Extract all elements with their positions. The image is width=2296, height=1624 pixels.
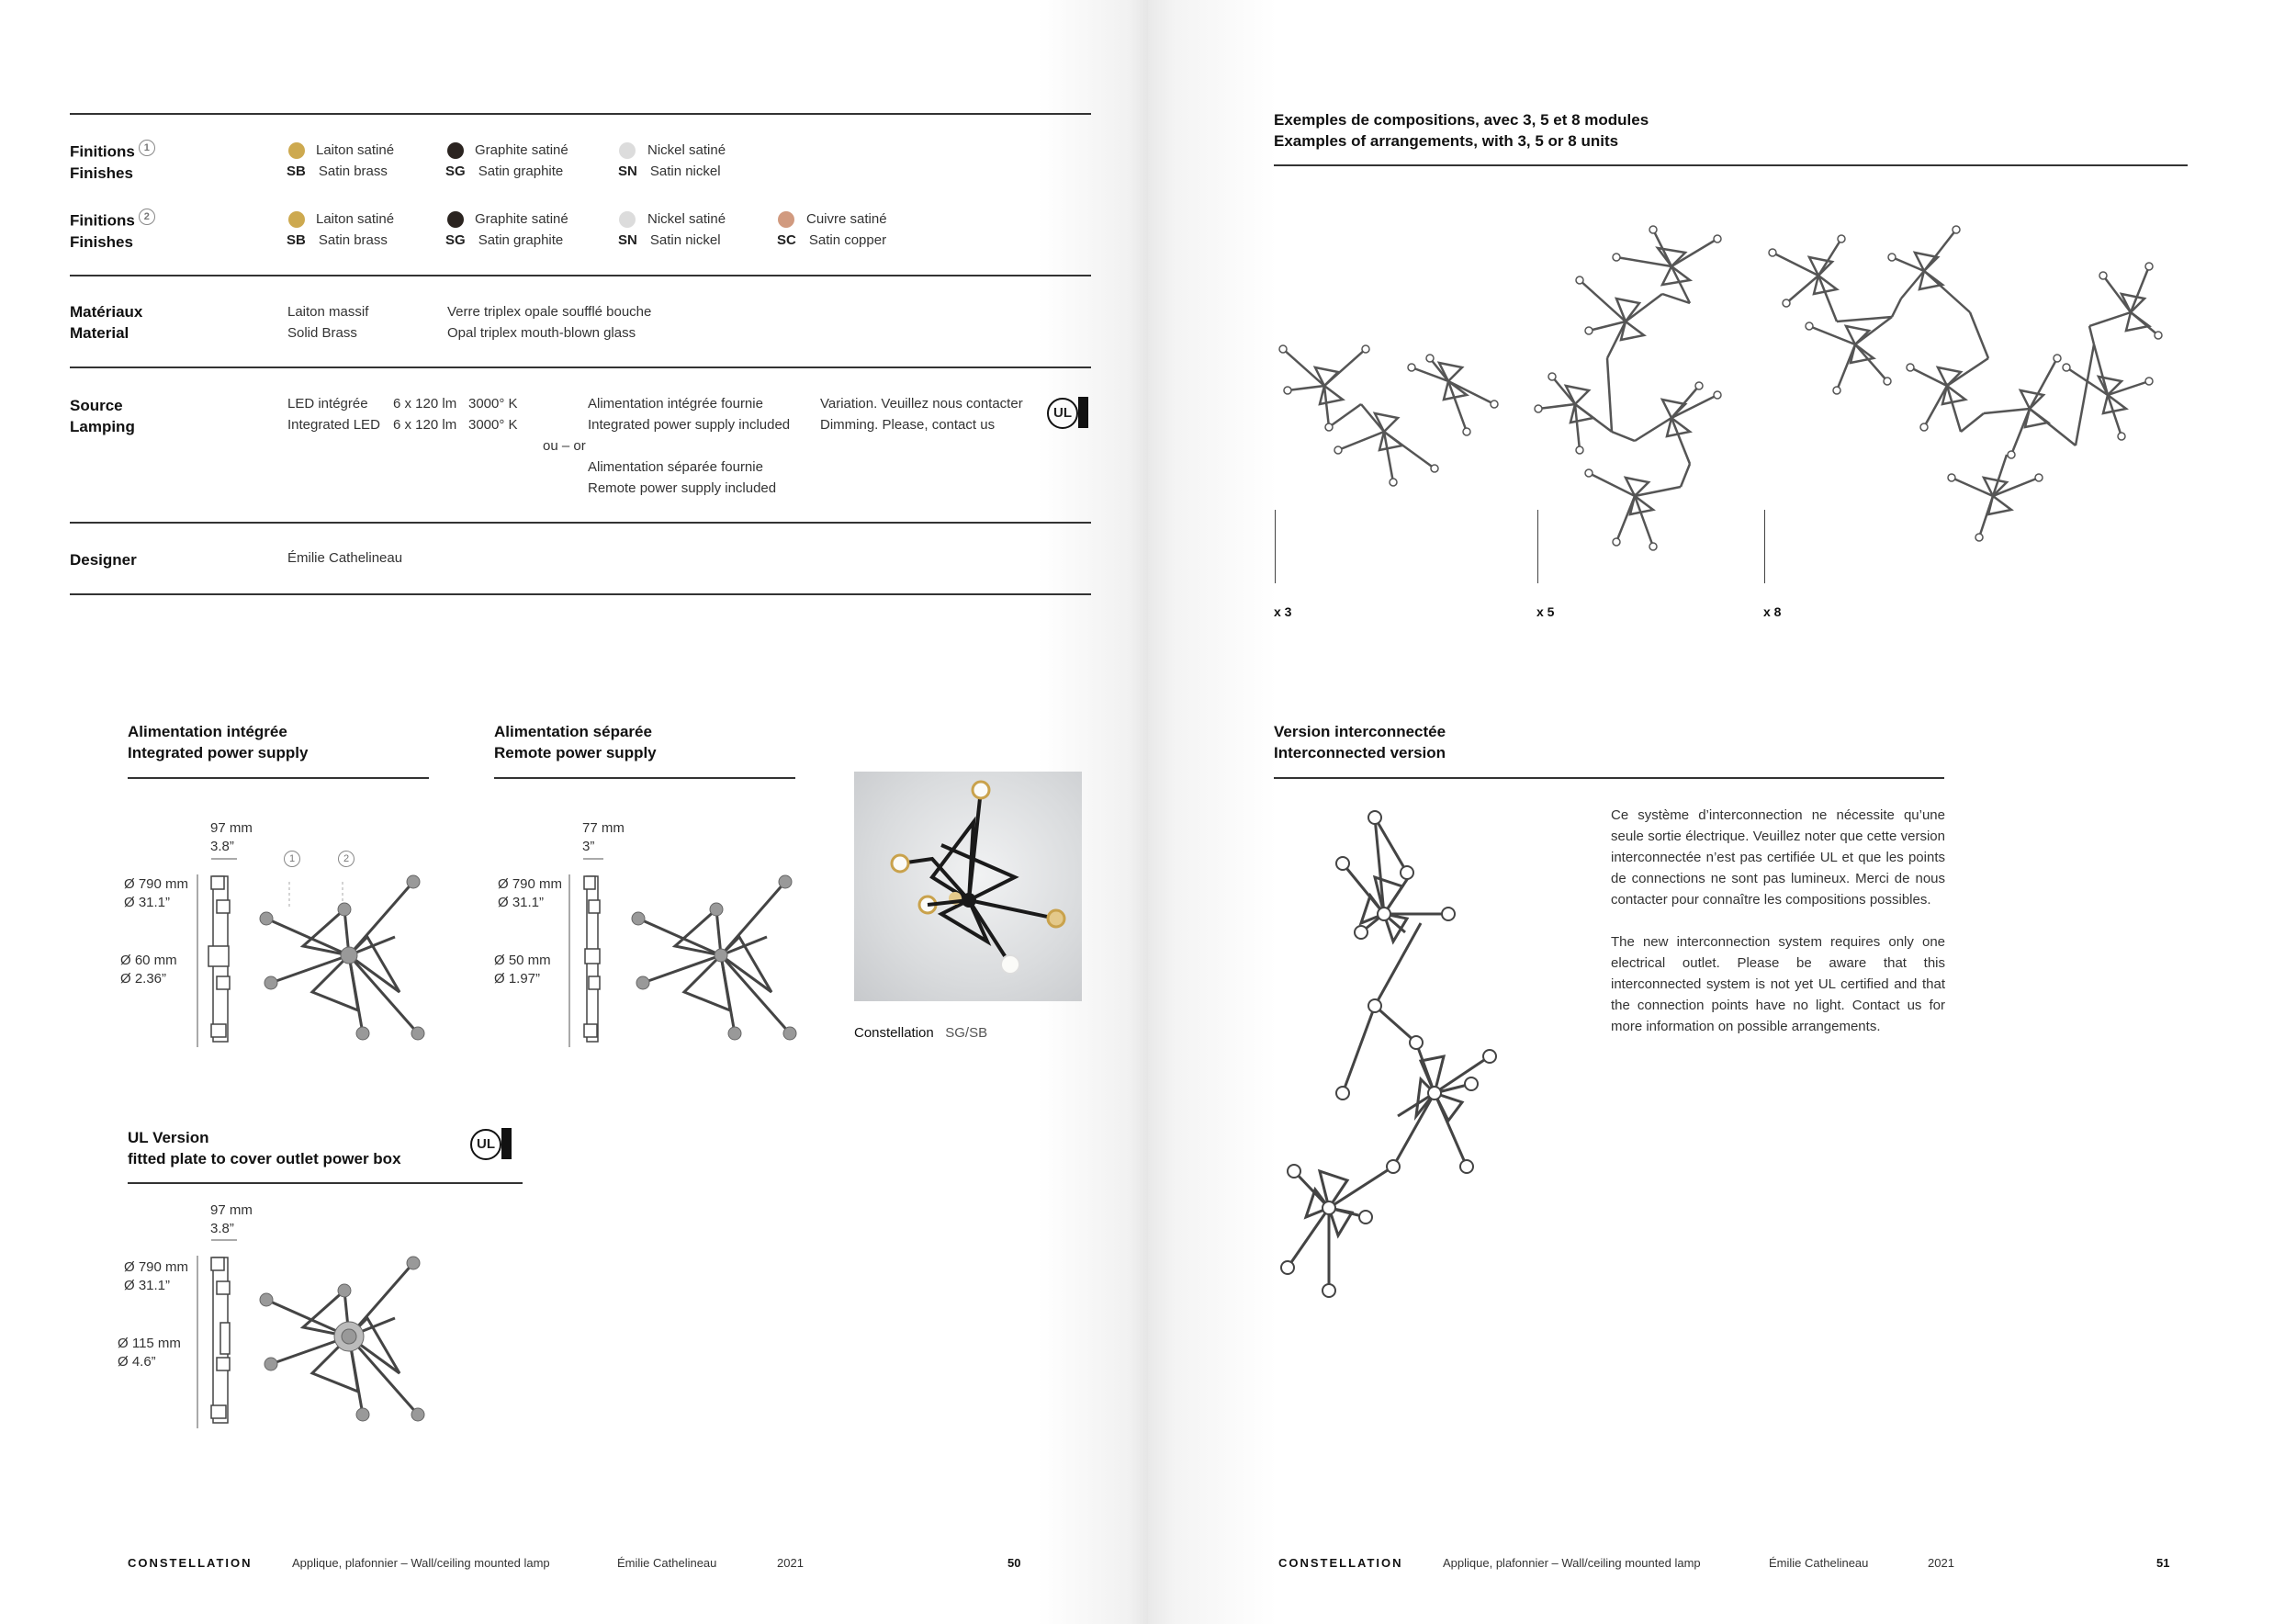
footer-designer: Émilie Cathelineau bbox=[617, 1556, 717, 1570]
designer-name: Émilie Cathelineau bbox=[287, 550, 403, 566]
footer-brand: CONSTELLATION bbox=[1278, 1556, 1403, 1570]
ul-section-title: UL Version fitted plate to cover outlet power box bbox=[128, 1129, 401, 1167]
arrangement-x3-marker bbox=[1275, 510, 1276, 583]
remote-technical-drawing bbox=[556, 854, 813, 1056]
finish-item: Graphite satiné bbox=[475, 211, 568, 227]
page-number: 51 bbox=[2156, 1556, 2170, 1570]
power-supply-integrated: Alimentation intégrée fournie Integrated power supply included bbox=[588, 396, 791, 433]
arrangement-x3-drawing bbox=[1274, 331, 1503, 514]
footer-designer: Émilie Cathelineau bbox=[1769, 1556, 1869, 1570]
swatch-satin-nickel bbox=[619, 211, 636, 228]
ul-certification-icon: UL bbox=[1047, 397, 1089, 428]
arrangement-x8-drawing bbox=[1763, 220, 2167, 560]
lamping-led: LED intégrée Integrated LED bbox=[287, 396, 380, 433]
finish-item: Nickel satiné bbox=[647, 211, 726, 227]
dimension-base: Ø 50 mm Ø 1.97” bbox=[494, 953, 551, 987]
page-number: 50 bbox=[1007, 1556, 1021, 1570]
material-label: Matériaux Material bbox=[70, 303, 143, 342]
lamping-label: Source Lamping bbox=[70, 397, 135, 435]
footer-description: Applique, plafonnier – Wall/ceiling mounted lamp bbox=[292, 1556, 550, 1570]
finish-number-badge: 1 bbox=[139, 140, 155, 156]
finish-item: SN Satin nickel bbox=[618, 232, 721, 248]
interconnected-text-en: The new interconnection system requires only one electrical outlet. Please be aware that this interconnected system is not yet UL certified and that the connection points have no light. Contact us for more information on possible arrangements. bbox=[1611, 934, 1945, 1034]
lamping-or: ou – or bbox=[543, 438, 586, 454]
finishes-1-label: Finitions 1 Finishes bbox=[70, 140, 155, 184]
dimension-width: 97 mm 3.8” bbox=[210, 1202, 253, 1236]
divider bbox=[70, 522, 1091, 524]
finish-item: SC Satin copper bbox=[777, 232, 887, 248]
finish-number-badge: 2 bbox=[139, 209, 155, 225]
finishes-2-list bbox=[287, 209, 929, 254]
dimension-diameter: Ø 790 mm Ø 31.1” bbox=[124, 876, 189, 910]
swatch-satin-brass bbox=[288, 211, 305, 228]
arrangement-x5-label: x 5 bbox=[1536, 604, 1555, 619]
finish-marker-2: 2 bbox=[338, 851, 355, 867]
finishes-1-list bbox=[287, 140, 801, 186]
arrangement-x5-marker bbox=[1537, 510, 1538, 583]
swatch-satin-graphite bbox=[447, 211, 464, 228]
footer-brand: CONSTELLATION bbox=[128, 1556, 253, 1570]
arrangements-title: Exemples de compositions, avec 3, 5 et 8 modules Examples of arrangements, with 3, 5 or 8 units bbox=[1274, 111, 1649, 150]
divider bbox=[1274, 777, 1944, 779]
designer-label: Designer bbox=[70, 551, 137, 569]
integrated-technical-drawing bbox=[184, 854, 441, 1056]
divider bbox=[1274, 164, 2188, 166]
dimension-diameter: Ø 790 mm Ø 31.1” bbox=[124, 1259, 189, 1293]
finish-item: SB Satin brass bbox=[287, 232, 388, 248]
interconnected-drawing bbox=[1274, 804, 1577, 1318]
swatch-satin-copper bbox=[778, 211, 794, 228]
ul-certification-icon: UL bbox=[470, 1128, 512, 1159]
material-brass: Laiton massif Solid Brass bbox=[287, 304, 369, 341]
power-supply-remote: Alimentation séparée fournie Remote power supply included bbox=[588, 459, 777, 496]
divider bbox=[128, 777, 429, 779]
dimming-note: Variation. Veuillez nous contacter Dimming. Please, contact us bbox=[820, 396, 1023, 433]
product-photo bbox=[854, 772, 1082, 1001]
divider bbox=[70, 593, 1091, 595]
arrangement-x5-drawing bbox=[1534, 211, 1736, 560]
footer-year: 2021 bbox=[1928, 1556, 1954, 1570]
right-page bbox=[1148, 0, 2296, 1624]
swatch-satin-graphite bbox=[447, 142, 464, 159]
remote-section-title: Alimentation séparée Remote power supply bbox=[494, 723, 657, 761]
swatch-satin-brass bbox=[288, 142, 305, 159]
finish-item: Cuivre satiné bbox=[806, 211, 887, 227]
material-glass: Verre triplex opale soufflé bouche Opal triplex mouth-blown glass bbox=[447, 304, 652, 341]
footer-year: 2021 bbox=[777, 1556, 804, 1570]
finish-item: SN Satin nickel bbox=[618, 164, 721, 179]
interconnected-title: Version interconnectée Interconnected version bbox=[1274, 723, 1446, 761]
divider bbox=[128, 1182, 523, 1184]
ul-technical-drawing bbox=[184, 1235, 441, 1438]
arrangement-x8-label: x 8 bbox=[1763, 604, 1782, 619]
interconnected-text-fr: Ce système d’interconnection ne nécessite qu’une seule sortie électrique. Veuillez noter que cette version interconnectée n’est pas certifiée UL et que les points de connections ne sont pas lumineux. Merci de nous contacter pour connaître les compositions possibles. bbox=[1611, 807, 1945, 908]
finish-item: SG Satin graphite bbox=[445, 232, 564, 248]
divider bbox=[70, 275, 1091, 276]
arrangement-x8-marker bbox=[1764, 510, 1765, 583]
divider bbox=[70, 113, 1091, 115]
integrated-section-title: Alimentation intégrée Integrated power supply bbox=[128, 723, 309, 761]
finish-item: SG Satin graphite bbox=[445, 164, 564, 179]
dimension-width: 77 mm 3” bbox=[582, 820, 625, 854]
dimension-base: Ø 60 mm Ø 2.36” bbox=[120, 953, 177, 987]
finish-item: SB Satin brass bbox=[287, 164, 388, 179]
lamping-kelvin: 3000° K 3000° K bbox=[468, 396, 518, 433]
dimension-diameter: Ø 790 mm Ø 31.1” bbox=[498, 876, 563, 910]
divider bbox=[70, 367, 1091, 368]
finish-item: Graphite satiné bbox=[475, 142, 568, 158]
photo-caption: Constellation SG/SB bbox=[854, 1025, 988, 1041]
finish-marker-1: 1 bbox=[284, 851, 300, 867]
divider bbox=[494, 777, 795, 779]
arrangement-x3-label: x 3 bbox=[1274, 604, 1292, 619]
finish-item: Laiton satiné bbox=[316, 211, 395, 227]
footer-description: Applique, plafonnier – Wall/ceiling mounted lamp bbox=[1443, 1556, 1701, 1570]
swatch-satin-nickel bbox=[619, 142, 636, 159]
finish-item: Laiton satiné bbox=[316, 142, 395, 158]
dimension-width: 97 mm 3.8” bbox=[210, 820, 253, 854]
finish-item: Nickel satiné bbox=[647, 142, 726, 158]
dimension-base: Ø 115 mm Ø 4.6” bbox=[118, 1336, 181, 1370]
lamping-lumens: 6 x 120 lm 6 x 120 lm bbox=[393, 396, 457, 433]
finishes-2-label: Finitions 2 Finishes bbox=[70, 209, 155, 253]
